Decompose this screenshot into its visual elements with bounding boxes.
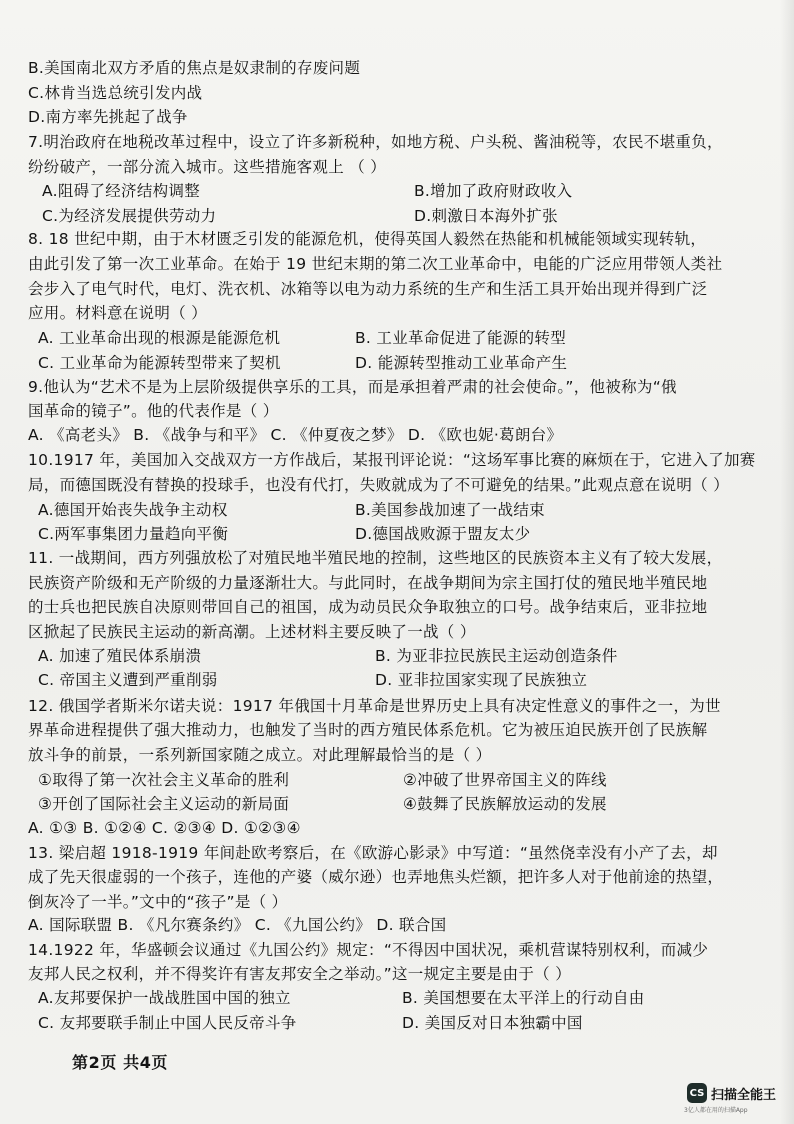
q12-options: A. ①③ B. ①②④ C. ②③④ D. ①②③④ [28,819,301,837]
scanner-watermark [687,1083,776,1103]
q8-stem-1: 8. 18 世纪中期，由于木材匮乏引发的能源危机，使得英国人毅然在热能和机械能领域实现转轨， [28,230,707,248]
page-number: 第2页 共4页 [72,1053,169,1072]
q11-option-c: C. 帝国主义遭到严重削弱 [38,671,218,689]
q12-statement-2: ②冲破了世界帝国主义的阵线 [403,771,607,789]
q11-option-d: D. 亚非拉国家实现了民族独立 [375,671,588,689]
q8-stem-2: 由此引发了第一次工业革命。在始于 19 世纪末期的第二次工业革命中，电能的广泛应用带领人类社 [28,255,723,273]
q12-stem-3: 放斗争的前景，一系列新国家随之成立。对此理解最恰当的是（ ） [28,746,492,764]
q12-stem-2: 界革命进程提供了强大推动力，也触发了当时的西方殖民体系危机。它为被压迫民族开创了民族解 [28,721,708,739]
q7-option-a: A.阻碍了经济结构调整 [42,182,201,200]
q8-stem-4: 应用。材料意在说明（ ） [28,304,208,322]
q13-options: A. 国际联盟 B. 《凡尔赛条约》 C. 《九国公约》 D. 联合国 [28,916,447,934]
q11-option-a: A. 加速了殖民体系崩溃 [38,647,202,665]
q10-stem-1: 10.1917 年，美国加入交战双方一方作战后，某报刊评论说：“这场军事比赛的麻烦在于，它进入了加赛 [28,451,756,469]
q14-stem-1: 14.1922 年，华盛顿会议通过《九国公约》规定：“不得因中国状况，乘机营谋特别权利，而减少 [28,941,709,959]
q14-option-a: A.友邦要保护一战战胜国中国的独立 [38,989,291,1007]
q13-stem-2: 成了先天很虚弱的一个孩子，连他的产婆（威尔逊）也弄地焦头烂额，把许多人对于他前途的热望， [28,868,724,886]
q9-stem-1: 9.他认为“艺术不是为上层阶级提供享乐的工具，而是承担着严肃的社会使命。”，他被称为“俄 [28,378,677,396]
q11-stem-1: 11. 一战期间，西方列强放松了对殖民地半殖民地的控制，这些地区的民族资本主义有了较大发展， [28,549,723,567]
q12-statement-3: ③开创了国际社会主义运动的新局面 [38,795,290,813]
q8-option-d: D. 能源转型推动工业革命产生 [355,354,568,372]
q6-option-b: B.美国南北双方矛盾的焦点是奴隶制的存废问题 [28,59,361,77]
q6-option-c: C.林肯当选总统引发内战 [28,84,203,102]
q14-option-c: C. 友邦要联手制止中国人民反帝斗争 [38,1014,297,1032]
q7-option-d: D.刺激日本海外扩张 [414,207,558,225]
q12-statement-1: ①取得了第一次社会主义革命的胜利 [38,771,290,789]
scanner-name: 扫描全能王 [711,1087,777,1103]
q12-stem-1: 12. 俄国学者斯米尔诺夫说：1917 年俄国十月革命是世界历史上具有决定性意义的事件之一，为世 [28,697,721,715]
q11-stem-2: 民族资产阶级和无产阶级的力量逐渐壮大。与此同时，在战争期间为宗主国打仗的殖民地半殖民地 [28,574,708,592]
q11-stem-3: 的士兵也把民族自决原则带回自己的祖国，成为动员民众争取独立的口号。战争结束后，亚非拉地 [28,598,708,616]
q8-stem-3: 会步入了电气时代，电灯、洗衣机、冰箱等以电为动力系统的生产和生活工具开始出现并得到广泛 [28,280,708,298]
q10-stem-2: 局，而德国既没有替换的投球手，也没有代打，失败就成为了不可避免的结果。”此观点意在说明（ ） [28,476,730,494]
q9-stem-2: 国革命的镜子”。他的代表作是（ ） [28,402,279,420]
q10-option-b: B.美国参战加速了一战结束 [355,501,545,519]
q7-option-b: B.增加了政府财政收入 [414,182,573,200]
q11-option-b: B. 为亚非拉民族民主运动创造条件 [375,647,618,665]
q14-stem-2: 友邦人民之权利，并不得奖许有害友邦安全之举动。”这一规定主要是由于（ ） [28,965,572,983]
q9-options: A. 《高老头》 B. 《战争与和平》 C. 《仲夏夜之梦》 D. 《欧也妮·葛朗台》 [28,426,563,444]
q8-option-c: C. 工业革命为能源转型带来了契机 [38,354,281,372]
q6-option-d: D.南方率先挑起了战争 [28,108,188,126]
q14-option-d: D. 美国反对日本独霸中国 [402,1014,583,1032]
q7-option-c: C.为经济发展提供劳动力 [42,207,217,225]
q7-stem-2: 纷纷破产，一部分流入城市。这些措施客观上 （ ） [28,158,387,176]
q10-option-d: D.德国战败源于盟友太少 [355,525,531,543]
q11-stem-4: 区掀起了民族民主运动的新高潮。上述材料主要反映了一战（ ） [28,623,476,641]
q14-option-b: B. 美国想要在太平洋上的行动自由 [402,989,645,1007]
scanner-tagline: 3亿人都在用的扫描App [684,1107,748,1114]
q8-option-b: B. 工业革命促进了能源的转型 [355,329,566,347]
scanner-logo-icon: CS [687,1083,707,1103]
page-edge-shadow [780,0,794,1124]
q13-stem-1: 13. 梁启超 1918-1919 年间赴欧考察后，在《欧游心影录》中写道：“虽然侥幸没有小产了去，却 [28,844,718,862]
q7-stem-1: 7.明治政府在地税改革过程中，设立了许多新税种，如地方税、户头税、酱油税等，农民不堪重负， [28,133,723,151]
q10-option-a: A.德国开始丧失战争主动权 [38,501,228,519]
q10-option-c: C.两军事集团力量趋向平衡 [38,525,229,543]
q12-statement-4: ④鼓舞了民族解放运动的发展 [403,795,607,813]
q8-option-a: A. 工业革命出现的根源是能源危机 [38,329,281,347]
q13-stem-3: 倒灰冷了一半。”文中的“孩子”是（ ） [28,893,288,911]
